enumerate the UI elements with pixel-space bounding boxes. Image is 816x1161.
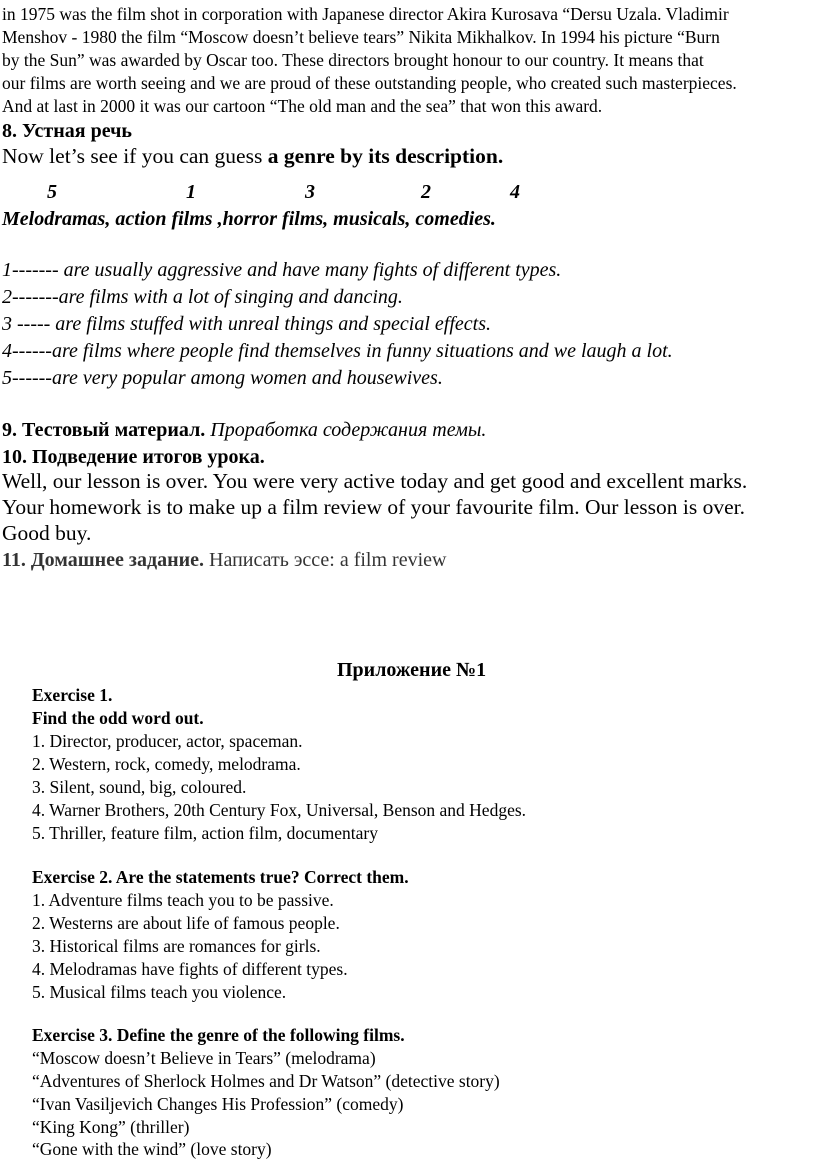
section-11-heading: 11. Домашнее задание. xyxy=(2,549,205,571)
exercise-3-item: “Gone with the wind” (love story) xyxy=(32,1139,272,1159)
answer-number: 1 xyxy=(186,181,196,203)
intro-line: by the Sun” was awarded by Oscar too. These directors brought honour to our country. It means that xyxy=(2,50,704,70)
section-9 xyxy=(2,418,486,442)
answer-number: 4 xyxy=(510,181,520,203)
exercise-2-item: 1. Adventure films teach you to be passive. xyxy=(32,890,334,910)
genre-description: 5------are very popular among women and housewives. xyxy=(2,367,443,389)
summary-line: Well, our lesson is over. You were very active today and get good and excellent marks. xyxy=(2,469,748,493)
exercise-2-item: 5. Musical films teach you violence. xyxy=(32,982,287,1002)
exercise-1-item: 4. Warner Brothers, 20th Century Fox, Universal, Benson and Hedges. xyxy=(32,800,527,820)
answer-number: 2 xyxy=(421,181,431,203)
genre-description: 1------- are usually aggressive and have many fights of different types. xyxy=(2,259,562,281)
exercise-1-title: Exercise 1. xyxy=(32,685,113,705)
summary-line: Your homework is to make up a film review of your favourite film. Our lesson is over. xyxy=(2,495,746,519)
exercise-2-item: 2. Westerns are about life of famous people. xyxy=(32,913,340,933)
genre-list: Melodramas, action films ,horror films, musicals, comedies. xyxy=(2,208,496,230)
section-11-task: Написать эссе: a film review xyxy=(204,549,447,571)
exercise-3-title: Exercise 3. Define the genre of the following films. xyxy=(32,1025,405,1045)
answer-number: 5 xyxy=(47,181,57,203)
exercise-2-item: 3. Historical films are romances for girls. xyxy=(32,936,321,956)
intro-line: in 1975 was the film shot in corporation with Japanese director Akira Kurosava “Dersu Uzala. Vladimir xyxy=(2,4,729,24)
prompt-text: Now let’s see if you can guess xyxy=(2,144,268,168)
genre-description: 4------are films where people find themselves in funny situations and we laugh a lot. xyxy=(2,340,673,362)
section-11 xyxy=(2,548,446,572)
intro-line: And at last in 2000 it was our cartoon “The old man and the sea” that won this award. xyxy=(2,96,603,116)
appendix-title: Приложение №1 xyxy=(337,659,487,681)
section-9-subtitle: Проработка содержания темы. xyxy=(205,419,487,441)
exercise-2-title: Exercise 2. Are the statements true? Correct them. xyxy=(32,867,409,887)
section-8-prompt xyxy=(2,143,503,169)
exercise-3-item: “Adventures of Sherlock Holmes and Dr Watson” (detective story) xyxy=(32,1071,500,1091)
exercise-2-item: 4. Melodramas have fights of different types. xyxy=(32,959,348,979)
answer-number: 3 xyxy=(305,181,315,203)
exercise-3-item: “Moscow doesn’t Believe in Tears” (melodrama) xyxy=(32,1048,376,1068)
exercise-1-instruction: Find the odd word out. xyxy=(32,708,204,728)
exercise-1-item: 3. Silent, sound, big, coloured. xyxy=(32,777,247,797)
genre-description: 3 ----- are films stuffed with unreal things and special effects. xyxy=(2,313,492,335)
genre-description: 2-------are films with a lot of singing and dancing. xyxy=(2,286,403,308)
summary-line: Good buy. xyxy=(2,521,92,545)
exercise-1-item: 5. Thriller, feature film, action film, documentary xyxy=(32,823,378,843)
prompt-bold-text: a genre by its description. xyxy=(267,144,504,168)
intro-line: Menshov - 1980 the film “Moscow doesn’t believe tears” Nikita Mikhalkov. In 1994 his picture “Burn xyxy=(2,27,720,47)
exercise-3-item: “King Kong” (thriller) xyxy=(32,1117,190,1137)
exercise-1-item: 1. Director, producer, actor, spaceman. xyxy=(32,731,303,751)
exercise-3-item: “Ivan Vasiljevich Changes His Profession” (comedy) xyxy=(32,1094,404,1114)
section-8-heading: 8. Устная речь xyxy=(2,120,132,142)
intro-line: our films are worth seeing and we are proud of these outstanding people, who created such masterpieces. xyxy=(2,73,737,93)
section-10-heading: 10. Подведение итогов урока. xyxy=(2,446,265,468)
exercise-1-item: 2. Western, rock, comedy, melodrama. xyxy=(32,754,301,774)
section-9-heading: 9. Тестовый материал. xyxy=(2,419,206,441)
